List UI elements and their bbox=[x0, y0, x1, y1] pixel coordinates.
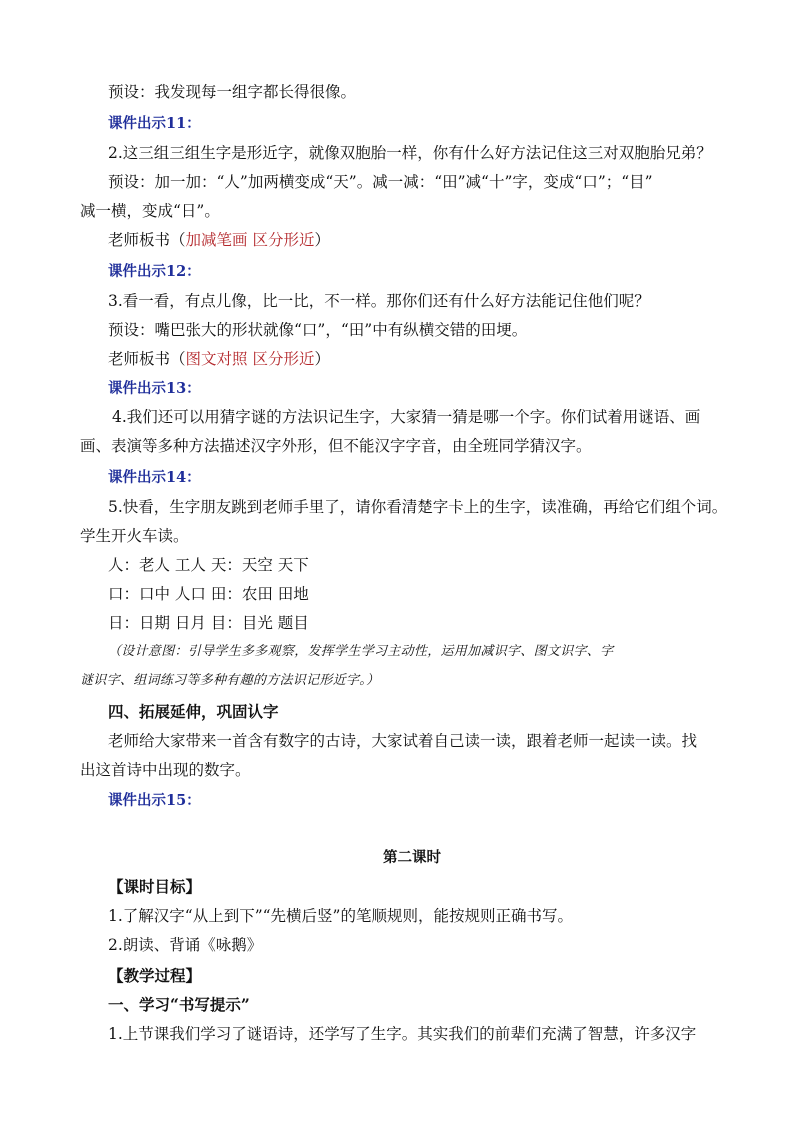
board-prefix: 老师板书（ bbox=[108, 231, 186, 249]
board-suffix: ） bbox=[314, 350, 330, 368]
text-line: 1.上节课我们学习了谜语诗，还学写了生字。其实我们的前辈们充满了智慧，许多汉字 bbox=[108, 1025, 697, 1043]
board-highlight: 图文对照 区分形近 bbox=[185, 350, 315, 368]
text-line: 预设：我发现每一组字都长得很像。 bbox=[108, 83, 357, 101]
text-line: 5.快看，生字朋友跳到老师手里了，请你看清楚字卡上的生字，读准确，再给它们组个词。 bbox=[108, 498, 728, 516]
text-line: 预设：加一加：“人”加两横变成“天”。减一减：“田”减“十”字，变成“口”；“目” bbox=[108, 173, 653, 191]
text-line: 2.朗读、背诵《咏鹅》 bbox=[108, 936, 263, 954]
board-note bbox=[108, 349, 330, 369]
text-line: 出这首诗中出现的数字。 bbox=[80, 761, 251, 779]
text-line: 减一横，变成“日”。 bbox=[80, 202, 220, 220]
section-heading: 【课时目标】 bbox=[108, 877, 202, 896]
text-line: 4.我们还可以用猜字谜的方法识记生字，大家猜一猜是哪一个字。你们试着用谜语、画 bbox=[112, 408, 701, 426]
board-highlight: 加减笔画 区分形近 bbox=[185, 231, 315, 249]
text-line: 2.这三组三组生字是形近字，就像双胞胎一样，你有什么好方法记住这三对双胞胎兄弟？ bbox=[108, 144, 712, 162]
board-note bbox=[108, 230, 330, 250]
design-intent: 谜识字、组词练习等多种有趣的方法识记形近字。） bbox=[80, 673, 380, 688]
section-heading: 一、学习“书写提示” bbox=[108, 995, 250, 1014]
section-heading: 【教学过程】 bbox=[108, 966, 202, 985]
board-suffix: ） bbox=[314, 231, 330, 249]
courseware-label: 课件出示13： bbox=[108, 380, 201, 397]
courseware-label: 课件出示15： bbox=[108, 792, 201, 809]
lesson-title: 第二课时 bbox=[383, 849, 441, 866]
section-heading: 四、拓展延伸，巩固认字 bbox=[108, 702, 279, 721]
text-line: 画、表演等多种方法描述汉字外形，但不能汉字字音，由全班同学猜汉字。 bbox=[80, 437, 592, 455]
word-row: 人：老人 工人 天：天空 天下 bbox=[108, 556, 309, 574]
text-line: 预设：嘴巴张大的形状就像“口”，“田”中有纵横交错的田埂。 bbox=[108, 321, 528, 339]
text-line: 1.了解汉字“从上到下”“先横后竖”的笔顺规则，能按规则正确书写。 bbox=[108, 907, 573, 925]
courseware-label: 课件出示14： bbox=[108, 469, 201, 486]
courseware-label: 课件出示11： bbox=[108, 115, 201, 132]
word-row: 口：口中 人口 田：农田 田地 bbox=[108, 585, 309, 603]
text-line: 3.看一看，有点儿像，比一比，不一样。那你们还有什么好方法能记住他们呢？ bbox=[108, 292, 650, 310]
text-line: 老师给大家带来一首含有数字的古诗，大家试着自己读一读，跟着老师一起读一读。找 bbox=[108, 732, 698, 750]
courseware-label: 课件出示12： bbox=[108, 263, 201, 280]
board-prefix: 老师板书（ bbox=[108, 350, 186, 368]
design-intent: （设计意图：引导学生多多观察，发挥学生学习主动性，运用加减识字、图文识字、字 bbox=[108, 644, 614, 659]
text-line: 学生开火车读。 bbox=[80, 527, 189, 545]
word-row: 日：日期 日月 目：目光 题目 bbox=[108, 614, 309, 632]
